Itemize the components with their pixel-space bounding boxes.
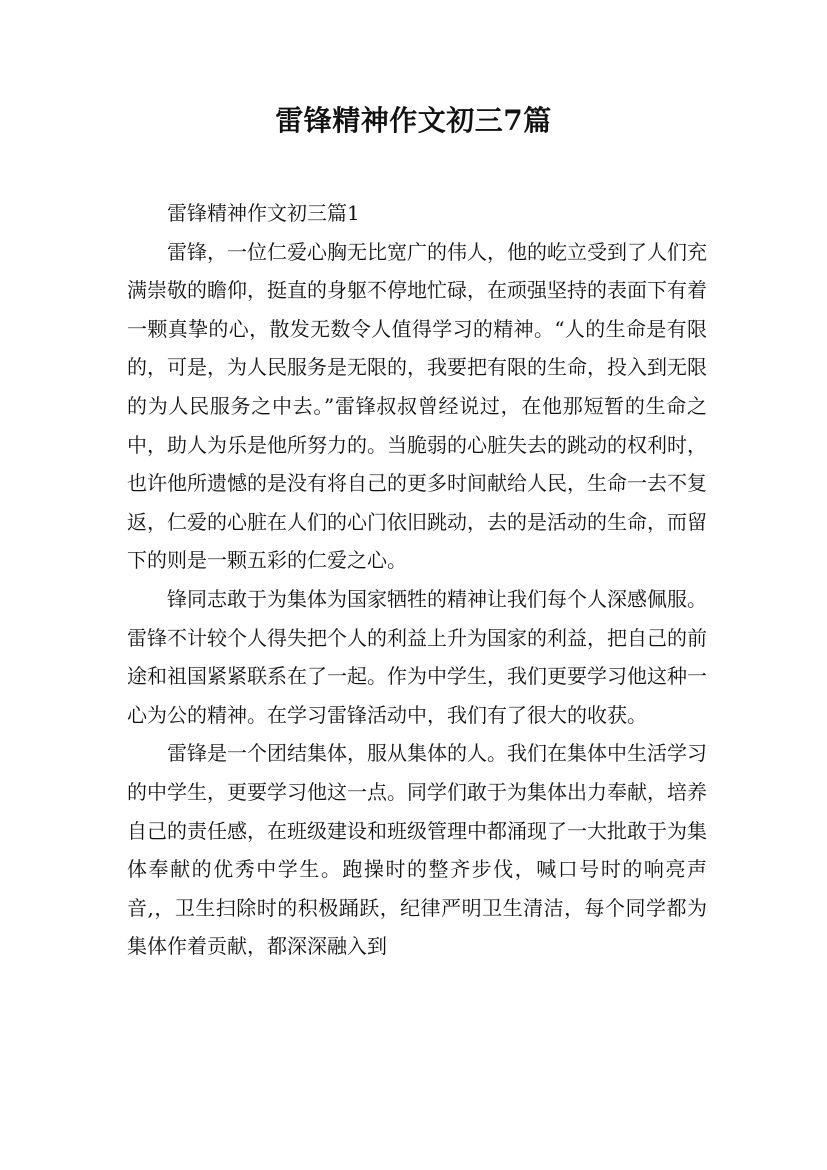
document-title: 雷锋精神作文初三7篇 — [275, 104, 552, 137]
paragraph-1: 雷锋，一位仁爱心胸无比宽广的伟人，他的屹立受到了人们充满崇敬的瞻仰，挺直的身躯不停地忙碌，在顽强坚持的表面下有着一颗真挚的心，散发无数令人值得学习的精神。“人的生命是有限的，可是，为人民服务是无限的，我要把有限的生命，投入到无限的为人民服务之中去。”雷锋叔叔曾经说过，在他那短暂的生命之中，助人为乐是他所努力的。当脆弱的心脏失去的跳动的权利时，也许他所遗憾的是没有将自己的更多时间献给人民，生命一去不复返，仁爱的心脏在人们的心门依旧跳动，去的是活动的生命，而留下的则是一颗五彩的仁爱之心。 — [127, 239, 707, 573]
document-body — [127, 194, 707, 966]
paragraph-3: 雷锋是一个团结集体，服从集体的人。我们在集体中生活学习的中学生，更要学习他这一点。同学们敢于为集体出力奉献，培养自己的责任感，在班级建设和班级管理中都涌现了一大批敢于为集体奉献的优秀中学生。跑操时的整齐步伐，喊口号时的响亮声音,，卫生扫除时的积极踊跃，纪律严明卫生清洁，每个同学都为集体作着贡献，都深深融入到 — [127, 741, 707, 959]
paragraph-2: 锋同志敢于为集体为国家牺牲的精神让我们每个人深感佩服。雷锋不计较个人得失把个人的利益上升为国家的利益，把自己的前途和祖国紧紧联系在了一起。作为中学生，我们更要学习他这种一心为公的精神。在学习雷锋活动中，我们有了很大的收获。 — [127, 586, 707, 727]
section-heading: 雷锋精神作文初三篇1 — [167, 201, 360, 225]
